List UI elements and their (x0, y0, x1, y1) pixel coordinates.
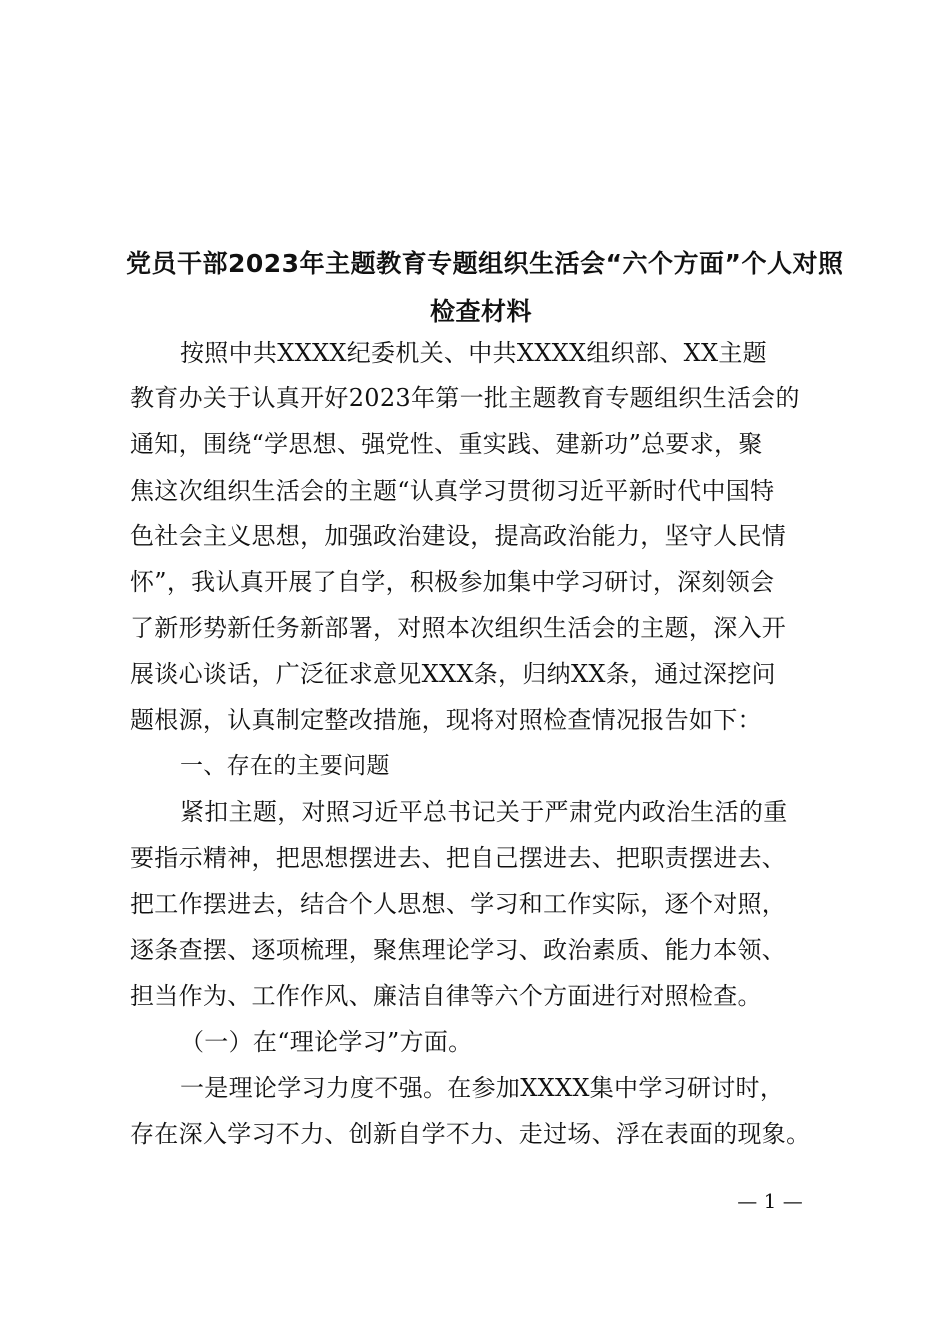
title-line-2: 检查材料 (429, 297, 532, 326)
intro-line-9: 题根源，认真制定整改措施，现将对照检查情况报告如下： (130, 706, 762, 734)
section1-line-2: 要指示精神，把思想摆进去、把自己摆进去、把职责摆进去、 (130, 844, 787, 872)
section1-line-1: 紧扣主题，对照习近平总书记关于严肃党内政治生活的重 (180, 798, 788, 826)
intro-line-4: 焦这次组织生活会的主题“认真学习贯彻习近平新时代中国特 (130, 477, 775, 505)
intro-line-5: 色社会主义思想，加强政治建设，提高政治能力，坚守人民情 (130, 522, 787, 550)
section1-line-3: 把工作摆进去，结合个人思想、学习和工作实际，逐个对照， (130, 890, 787, 918)
section1-line-4: 逐条查摆、逐项梳理，聚焦理论学习、政治素质、能力本领、 (130, 936, 787, 964)
title-line-1: 党员干部2023年主题教育专题组织生活会“六个方面”个人对照 (126, 249, 844, 278)
subsection-heading-1: （一）在“理论学习”方面。 (180, 1028, 473, 1056)
subsection1-line-1: 一是理论学习力度不强。在参加XXXX集中学习研讨时， (180, 1074, 785, 1102)
intro-line-8: 展谈心谈话，广泛征求意见XXX条，归纳XX条，通过深挖问 (130, 660, 776, 688)
section-heading-1: 一、存在的主要问题 (180, 753, 390, 779)
section1-line-5: 担当作为、工作作风、廉洁自律等六个方面进行对照检查。 (130, 982, 762, 1010)
intro-line-3: 通知，围绕“学思想、强党性、重实践、建新功”总要求，聚 (130, 430, 763, 458)
page-number: — 1 — (737, 1189, 803, 1213)
intro-line-2: 教育办关于认真开好2023年第一批主题教育专题组织生活会的 (130, 384, 800, 412)
document-title (126, 240, 844, 336)
subsection1-line-2: 存在深入学习不力、创新自学不力、走过场、浮在表面的现象。 (130, 1120, 811, 1148)
intro-line-7: 了新形势新任务新部署，对照本次组织生活会的主题，深入开 (130, 614, 787, 642)
intro-line-6: 怀”，我认真开展了自学，积极参加集中学习研讨，深刻领会 (130, 568, 775, 596)
intro-line-1: 按照中共XXXX纪委机关、中共XXXX组织部、XX主题 (180, 339, 767, 367)
